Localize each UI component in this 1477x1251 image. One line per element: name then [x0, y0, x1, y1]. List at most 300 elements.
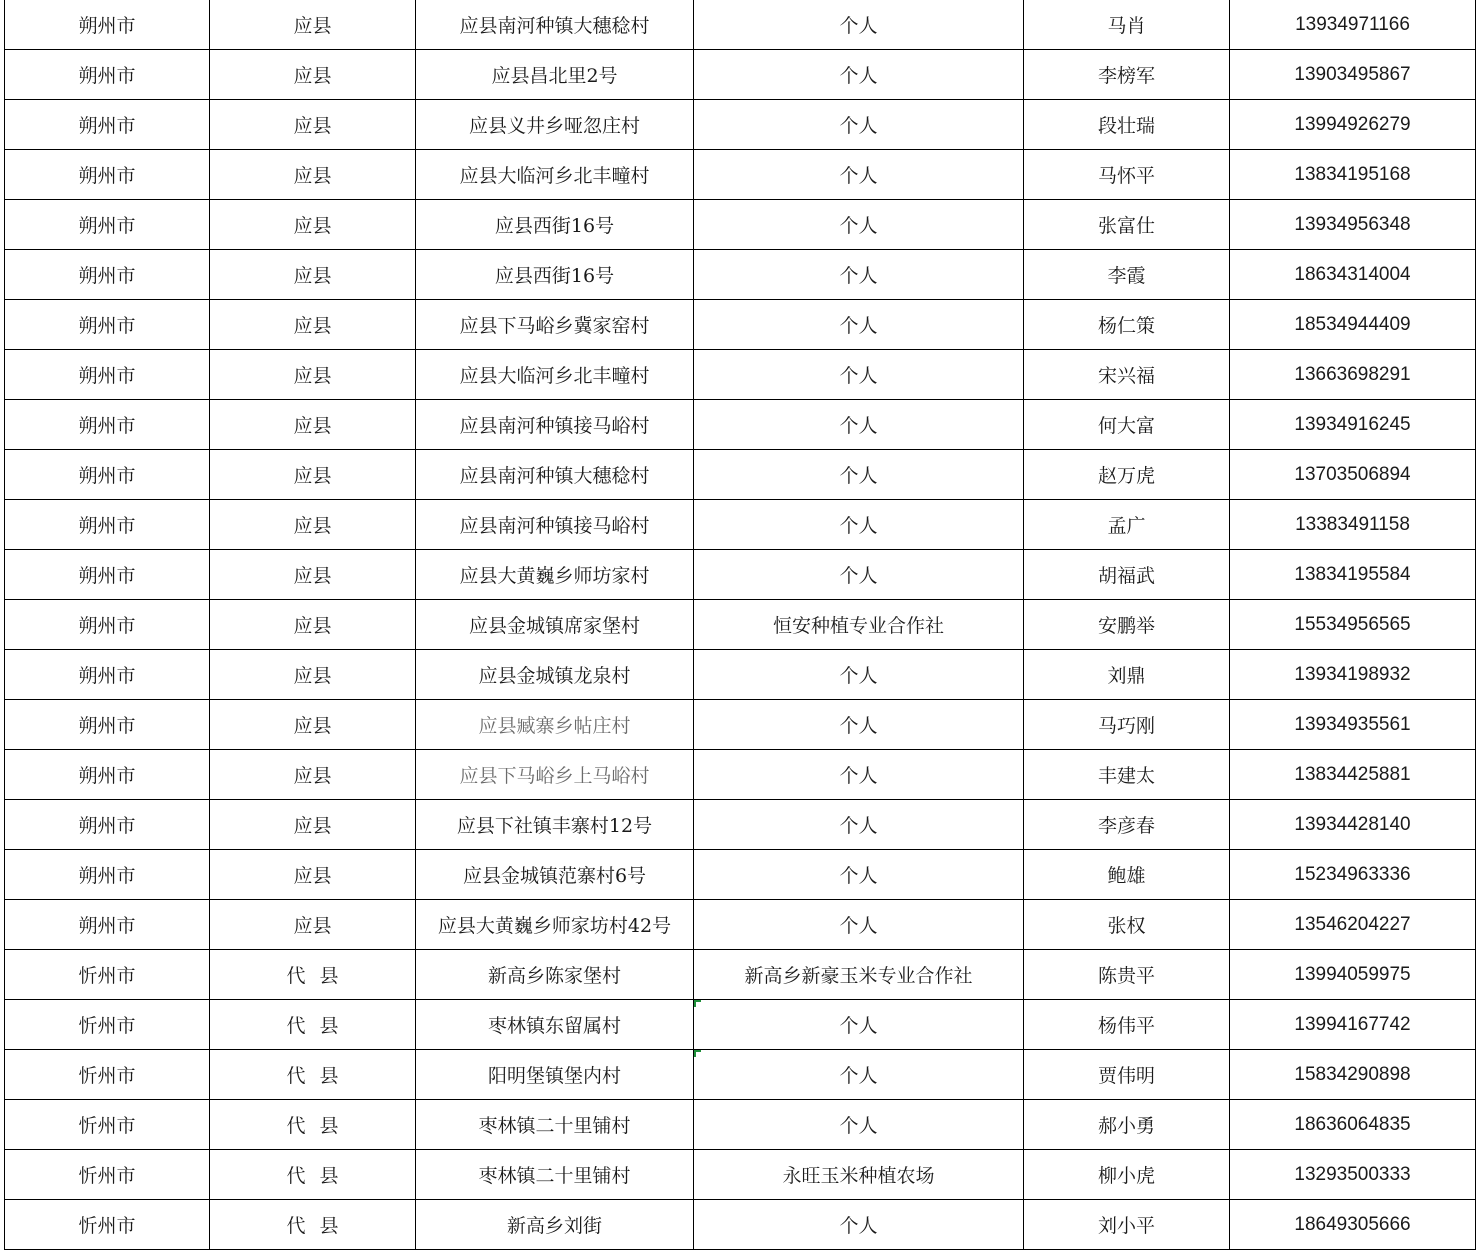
cell-name-text: 赵万虎: [1097, 465, 1155, 487]
cell-type-text: 个人: [839, 215, 878, 237]
cell-name[interactable]: [1024, 750, 1230, 799]
cell-city[interactable]: [5, 350, 210, 399]
cell-name[interactable]: [1024, 100, 1230, 149]
cell-address-text: 应县南河种镇接马峪村: [459, 515, 650, 537]
cell-name-text: 贾伟明: [1097, 1065, 1155, 1087]
cell-phone[interactable]: [1230, 450, 1475, 499]
cell-address[interactable]: [416, 1100, 694, 1149]
cell-name-text: 张富仕: [1097, 215, 1155, 237]
cell-phone[interactable]: [1230, 1200, 1475, 1249]
cell-type-text: 永旺玉米种植农场: [782, 1165, 935, 1187]
table-row: [5, 900, 1475, 950]
cell-county[interactable]: [210, 1100, 416, 1149]
cell-phone-text: 13834195168: [1294, 163, 1411, 185]
cell-city[interactable]: [5, 150, 210, 199]
cell-county[interactable]: [210, 50, 416, 99]
cell-type[interactable]: [694, 750, 1024, 799]
cell-address-text: 应县臧寨乡帖庄村: [478, 715, 631, 737]
cell-address[interactable]: [416, 550, 694, 599]
cell-name-text: 段壮瑞: [1097, 115, 1155, 137]
cell-county[interactable]: [210, 400, 416, 449]
cell-county-text: 应县: [293, 215, 332, 237]
cell-type-text: 个人: [839, 465, 878, 487]
cell-address-text: 枣林镇东留属村: [487, 1015, 621, 1037]
cell-name[interactable]: [1024, 900, 1230, 949]
cell-city-text: 忻州市: [78, 1015, 136, 1037]
cell-address[interactable]: [416, 800, 694, 849]
cell-county-text: 应县: [293, 715, 332, 737]
cell-name[interactable]: [1024, 0, 1230, 49]
cell-phone[interactable]: [1230, 500, 1475, 549]
cell-type-text: 个人: [839, 915, 878, 937]
cell-name-text: 李彦春: [1097, 815, 1155, 837]
cell-type-text: 个人: [839, 115, 878, 137]
cell-name-text: 柳小虎: [1097, 1165, 1155, 1187]
cell-address[interactable]: [416, 250, 694, 299]
cell-city[interactable]: [5, 250, 210, 299]
cell-county-text: 应县: [293, 265, 332, 287]
cell-type[interactable]: [694, 800, 1024, 849]
cell-city-text: 朔州市: [78, 215, 136, 237]
cell-city-text: 朔州市: [78, 865, 136, 887]
cell-address-text: 枣林镇二十里铺村: [478, 1165, 631, 1187]
cell-type[interactable]: [694, 300, 1024, 349]
cell-county[interactable]: [210, 1200, 416, 1249]
cell-type-text: 个人: [839, 15, 878, 37]
cell-type[interactable]: [694, 1050, 1024, 1099]
cell-city-text: 朔州市: [78, 365, 136, 387]
cell-address[interactable]: [416, 650, 694, 699]
table-row: [5, 1050, 1475, 1100]
cell-type[interactable]: [694, 150, 1024, 199]
cell-address-text: 应县金城镇龙泉村: [478, 665, 631, 687]
cell-type-text: 个人: [839, 265, 878, 287]
cell-type[interactable]: [694, 500, 1024, 549]
cell-name[interactable]: [1024, 150, 1230, 199]
cell-name[interactable]: [1024, 600, 1230, 649]
cell-city[interactable]: [5, 400, 210, 449]
cell-type[interactable]: [694, 400, 1024, 449]
cell-type[interactable]: [694, 0, 1024, 49]
cell-type[interactable]: [694, 850, 1024, 899]
cell-city[interactable]: [5, 700, 210, 749]
cell-address[interactable]: [416, 750, 694, 799]
cell-name[interactable]: [1024, 1050, 1230, 1099]
cell-type[interactable]: [694, 100, 1024, 149]
cell-name-text: 李霞: [1107, 265, 1146, 287]
cell-city-text: 朔州市: [78, 465, 136, 487]
cell-name[interactable]: [1024, 950, 1230, 999]
cell-city-text: 朔州市: [78, 65, 136, 87]
cell-name-text: 郝小勇: [1097, 1115, 1155, 1137]
table-row: [5, 600, 1475, 650]
cell-name[interactable]: [1024, 500, 1230, 549]
cell-phone[interactable]: [1230, 300, 1475, 349]
cell-city[interactable]: [5, 850, 210, 899]
cell-city[interactable]: [5, 1000, 210, 1049]
cell-phone[interactable]: [1230, 550, 1475, 599]
cell-phone[interactable]: [1230, 650, 1475, 699]
cell-city-text: 朔州市: [78, 665, 136, 687]
cell-address[interactable]: [416, 900, 694, 949]
cell-county-text: 代县: [286, 965, 353, 987]
cell-address[interactable]: [416, 450, 694, 499]
cell-type-text: 个人: [839, 1065, 878, 1087]
cell-address[interactable]: [416, 1000, 694, 1049]
cell-name[interactable]: [1024, 450, 1230, 499]
cell-type[interactable]: [694, 50, 1024, 99]
table-row: [5, 950, 1475, 1000]
cell-address-text: 应县下马峪乡冀家窑村: [459, 315, 650, 337]
cell-county[interactable]: [210, 350, 416, 399]
cell-address[interactable]: [416, 0, 694, 49]
table-row: [5, 850, 1475, 900]
cell-phone-text: 13834195584: [1294, 563, 1411, 585]
cell-phone[interactable]: [1230, 200, 1475, 249]
cell-county[interactable]: [210, 1150, 416, 1199]
cell-comment-marker: [694, 1050, 701, 1057]
cell-comment-marker: [694, 1000, 701, 1007]
cell-address-text: 应县昌北里2号: [491, 65, 618, 87]
cell-name[interactable]: [1024, 850, 1230, 899]
cell-phone-text: 15534956565: [1294, 613, 1411, 635]
cell-phone-text: 13383491158: [1295, 513, 1410, 535]
cell-phone-text: 18636064835: [1294, 1113, 1411, 1135]
cell-city[interactable]: [5, 800, 210, 849]
cell-address[interactable]: [416, 500, 694, 549]
cell-phone[interactable]: [1230, 350, 1475, 399]
cell-phone-text: 13934935561: [1294, 713, 1411, 735]
cell-type-text: 个人: [839, 865, 878, 887]
table-row: [5, 1100, 1475, 1150]
cell-phone-text: 13663698291: [1294, 363, 1411, 385]
cell-address[interactable]: [416, 700, 694, 749]
cell-county-text: 应县: [293, 15, 332, 37]
cell-name[interactable]: [1024, 50, 1230, 99]
cell-name-text: 丰建太: [1097, 765, 1155, 787]
cell-phone-text: 13934198932: [1294, 663, 1411, 685]
cell-phone[interactable]: [1230, 0, 1475, 49]
cell-county[interactable]: [210, 650, 416, 699]
table-row: [5, 150, 1475, 200]
cell-phone[interactable]: [1230, 950, 1475, 999]
cell-county[interactable]: [210, 150, 416, 199]
cell-city[interactable]: [5, 900, 210, 949]
cell-type[interactable]: [694, 350, 1024, 399]
cell-name[interactable]: [1024, 200, 1230, 249]
cell-city[interactable]: [5, 450, 210, 499]
cell-address-text: 应县金城镇范寨村6号: [462, 865, 647, 887]
cell-city[interactable]: [5, 200, 210, 249]
cell-county-text: 应县: [293, 115, 332, 137]
cell-name-text: 安鹏举: [1097, 615, 1155, 637]
cell-name[interactable]: [1024, 250, 1230, 299]
cell-name-text: 杨伟平: [1097, 1015, 1155, 1037]
cell-type[interactable]: [694, 550, 1024, 599]
cell-name[interactable]: [1024, 550, 1230, 599]
table-row: [5, 800, 1475, 850]
cell-phone[interactable]: [1230, 600, 1475, 649]
cell-county[interactable]: [210, 100, 416, 149]
cell-phone[interactable]: [1230, 250, 1475, 299]
cell-address-text: 应县义井乡哑忽庄村: [468, 115, 640, 137]
cell-county[interactable]: [210, 300, 416, 349]
cell-name-text: 马肖: [1107, 15, 1146, 37]
cell-name-text: 马巧刚: [1097, 715, 1155, 737]
cell-address-text: 应县南河种镇接马峪村: [459, 415, 650, 437]
cell-county-text: 代县: [286, 1115, 353, 1137]
cell-address-text: 应县大黄巍乡师坊家村: [459, 565, 650, 587]
cell-address[interactable]: [416, 300, 694, 349]
cell-name[interactable]: [1024, 1000, 1230, 1049]
cell-city-text: 朔州市: [78, 815, 136, 837]
cell-name-text: 刘小平: [1097, 1215, 1155, 1237]
cell-phone[interactable]: [1230, 1100, 1475, 1149]
cell-name-text: 李榜军: [1097, 65, 1155, 87]
table-row: [5, 250, 1475, 300]
cell-name-text: 刘鼎: [1107, 665, 1146, 687]
cell-phone[interactable]: [1230, 1000, 1475, 1049]
cell-county-text: 代县: [286, 1215, 353, 1237]
cell-city[interactable]: [5, 1050, 210, 1099]
cell-type[interactable]: [694, 1150, 1024, 1199]
cell-type[interactable]: [694, 700, 1024, 749]
cell-address-text: 枣林镇二十里铺村: [478, 1115, 631, 1137]
cell-name[interactable]: [1024, 700, 1230, 749]
cell-address[interactable]: [416, 50, 694, 99]
cell-name-text: 何大富: [1097, 415, 1155, 437]
cell-phone[interactable]: [1230, 1150, 1475, 1199]
table-row: [5, 700, 1475, 750]
cell-city[interactable]: [5, 950, 210, 999]
cell-city[interactable]: [5, 50, 210, 99]
cell-county[interactable]: [210, 900, 416, 949]
cell-phone[interactable]: [1230, 750, 1475, 799]
cell-county[interactable]: [210, 250, 416, 299]
cell-city[interactable]: [5, 1100, 210, 1149]
cell-city-text: 朔州市: [78, 915, 136, 937]
cell-city[interactable]: [5, 100, 210, 149]
cell-type-text: 个人: [839, 165, 878, 187]
cell-city[interactable]: [5, 750, 210, 799]
cell-phone[interactable]: [1230, 800, 1475, 849]
cell-name-text: 胡福武: [1097, 565, 1155, 587]
cell-county[interactable]: [210, 200, 416, 249]
cell-phone[interactable]: [1230, 900, 1475, 949]
cell-county-text: 应县: [293, 365, 332, 387]
cell-type[interactable]: [694, 450, 1024, 499]
cell-county-text: 应县: [293, 515, 332, 537]
cell-address-text: 应县西街16号: [494, 215, 615, 237]
cell-type[interactable]: [694, 250, 1024, 299]
cell-name[interactable]: [1024, 350, 1230, 399]
cell-name[interactable]: [1024, 1150, 1230, 1199]
cell-phone-text: 13834425881: [1294, 763, 1411, 785]
cell-type-text: 个人: [839, 815, 878, 837]
cell-phone[interactable]: [1230, 850, 1475, 899]
cell-city[interactable]: [5, 600, 210, 649]
cell-address[interactable]: [416, 200, 694, 249]
cell-type[interactable]: [694, 200, 1024, 249]
cell-county-text: 应县: [293, 765, 332, 787]
cell-county[interactable]: [210, 0, 416, 49]
cell-type[interactable]: [694, 1000, 1024, 1049]
table-row: [5, 350, 1475, 400]
cell-phone[interactable]: [1230, 100, 1475, 149]
cell-city[interactable]: [5, 0, 210, 49]
cell-phone-text: 13934428140: [1294, 813, 1411, 835]
cell-county[interactable]: [210, 700, 416, 749]
cell-phone[interactable]: [1230, 150, 1475, 199]
table-row: [5, 300, 1475, 350]
cell-phone-text: 18534944409: [1294, 313, 1411, 335]
cell-city-text: 朔州市: [78, 265, 136, 287]
table-row: [5, 50, 1475, 100]
cell-address[interactable]: [416, 950, 694, 999]
cell-phone-text: 13546204227: [1294, 913, 1411, 935]
cell-city-text: 朔州市: [78, 415, 136, 437]
cell-city[interactable]: [5, 1150, 210, 1199]
cell-name-text: 孟广: [1107, 515, 1146, 537]
cell-type[interactable]: [694, 900, 1024, 949]
cell-type-text: 个人: [839, 315, 878, 337]
cell-name-text: 张权: [1107, 915, 1146, 937]
cell-city-text: 朔州市: [78, 565, 136, 587]
cell-city-text: 朔州市: [78, 515, 136, 537]
cell-address[interactable]: [416, 1200, 694, 1249]
table-row: [5, 650, 1475, 700]
cell-county[interactable]: [210, 500, 416, 549]
cell-address-text: 应县南河种镇大穗稔村: [459, 465, 650, 487]
cell-county-text: 应县: [293, 615, 332, 637]
table-row: [5, 1200, 1475, 1250]
cell-city[interactable]: [5, 300, 210, 349]
cell-address-text: 应县金城镇席家堡村: [468, 615, 640, 637]
cell-city-text: 朔州市: [78, 765, 136, 787]
cell-type[interactable]: [694, 1200, 1024, 1249]
cell-county[interactable]: [210, 750, 416, 799]
cell-county[interactable]: [210, 850, 416, 899]
cell-county-text: 应县: [293, 665, 332, 687]
table-row: [5, 1000, 1475, 1050]
cell-type-text: 个人: [839, 765, 878, 787]
cell-county-text: 应县: [293, 915, 332, 937]
cell-phone-text: 15234963336: [1294, 863, 1411, 885]
cell-address[interactable]: [416, 150, 694, 199]
cell-address[interactable]: [416, 600, 694, 649]
cell-address[interactable]: [416, 350, 694, 399]
cell-type-text: 个人: [839, 1115, 878, 1137]
cell-county-text: 代县: [286, 1065, 353, 1087]
cell-county-text: 应县: [293, 415, 332, 437]
cell-address-text: 阳明堡镇堡内村: [487, 1065, 621, 1087]
cell-address-text: 新高乡刘街: [506, 1215, 602, 1237]
cell-name[interactable]: [1024, 300, 1230, 349]
cell-name[interactable]: [1024, 1200, 1230, 1249]
table-row: [5, 400, 1475, 450]
cell-phone[interactable]: [1230, 50, 1475, 99]
cell-city-text: 忻州市: [78, 1065, 136, 1087]
cell-county-text: 代县: [286, 1015, 353, 1037]
cell-county[interactable]: [210, 1000, 416, 1049]
cell-phone-text: 18634314004: [1294, 263, 1411, 285]
cell-county-text: 代县: [286, 1165, 353, 1187]
table-row: [5, 1150, 1475, 1200]
cell-city[interactable]: [5, 1200, 210, 1249]
cell-phone[interactable]: [1230, 400, 1475, 449]
cell-type-text: 恒安种植专业合作社: [772, 615, 944, 637]
cell-address[interactable]: [416, 1050, 694, 1099]
cell-phone-text: 13903495867: [1294, 63, 1411, 85]
cell-county[interactable]: [210, 550, 416, 599]
cell-city-text: 朔州市: [78, 115, 136, 137]
table-row: [5, 500, 1475, 550]
cell-city-text: 朔州市: [78, 315, 136, 337]
cell-name-text: 马怀平: [1097, 165, 1155, 187]
cell-name-text: 宋兴福: [1097, 365, 1155, 387]
cell-type-text: 个人: [839, 715, 878, 737]
cell-type[interactable]: [694, 950, 1024, 999]
cell-type-text: 个人: [839, 1015, 878, 1037]
cell-type[interactable]: [694, 1100, 1024, 1149]
cell-address[interactable]: [416, 400, 694, 449]
cell-county[interactable]: [210, 950, 416, 999]
cell-phone[interactable]: [1230, 700, 1475, 749]
cell-county[interactable]: [210, 800, 416, 849]
cell-city[interactable]: [5, 500, 210, 549]
cell-address-text: 新高乡陈家堡村: [487, 965, 621, 987]
table-row: [5, 550, 1475, 600]
cell-phone[interactable]: [1230, 1050, 1475, 1099]
cell-county[interactable]: [210, 450, 416, 499]
cell-address[interactable]: [416, 850, 694, 899]
cell-county[interactable]: [210, 600, 416, 649]
cell-county-text: 应县: [293, 565, 332, 587]
cell-type-text: 个人: [839, 665, 878, 687]
cell-city-text: 忻州市: [78, 1115, 136, 1137]
cell-address-text: 应县大临河乡北丰疃村: [459, 365, 650, 387]
cell-name[interactable]: [1024, 650, 1230, 699]
cell-county[interactable]: [210, 1050, 416, 1099]
cell-type-text: 个人: [839, 565, 878, 587]
table-row: [5, 0, 1475, 50]
cell-name-text: 杨仁策: [1097, 315, 1155, 337]
spreadsheet-table: [4, 0, 1476, 1250]
cell-city[interactable]: [5, 650, 210, 699]
cell-type-text: 个人: [839, 65, 878, 87]
cell-address[interactable]: [416, 100, 694, 149]
cell-name-text: 陈贵平: [1097, 965, 1155, 987]
cell-city-text: 忻州市: [78, 1165, 136, 1187]
cell-name[interactable]: [1024, 1100, 1230, 1149]
cell-county-text: 应县: [293, 865, 332, 887]
table-row: [5, 450, 1475, 500]
cell-name[interactable]: [1024, 400, 1230, 449]
cell-type-text: 个人: [839, 1215, 878, 1237]
table-row: [5, 750, 1475, 800]
cell-name[interactable]: [1024, 800, 1230, 849]
cell-city-text: 朔州市: [78, 165, 136, 187]
cell-city[interactable]: [5, 550, 210, 599]
cell-address-text: 应县西街16号: [494, 265, 615, 287]
cell-type-text: 个人: [839, 415, 878, 437]
cell-phone-text: 13934971166: [1295, 13, 1410, 35]
cell-county-text: 应县: [293, 315, 332, 337]
cell-type[interactable]: [694, 600, 1024, 649]
cell-type[interactable]: [694, 650, 1024, 699]
cell-address[interactable]: [416, 1150, 694, 1199]
cell-city-text: 朔州市: [78, 715, 136, 737]
